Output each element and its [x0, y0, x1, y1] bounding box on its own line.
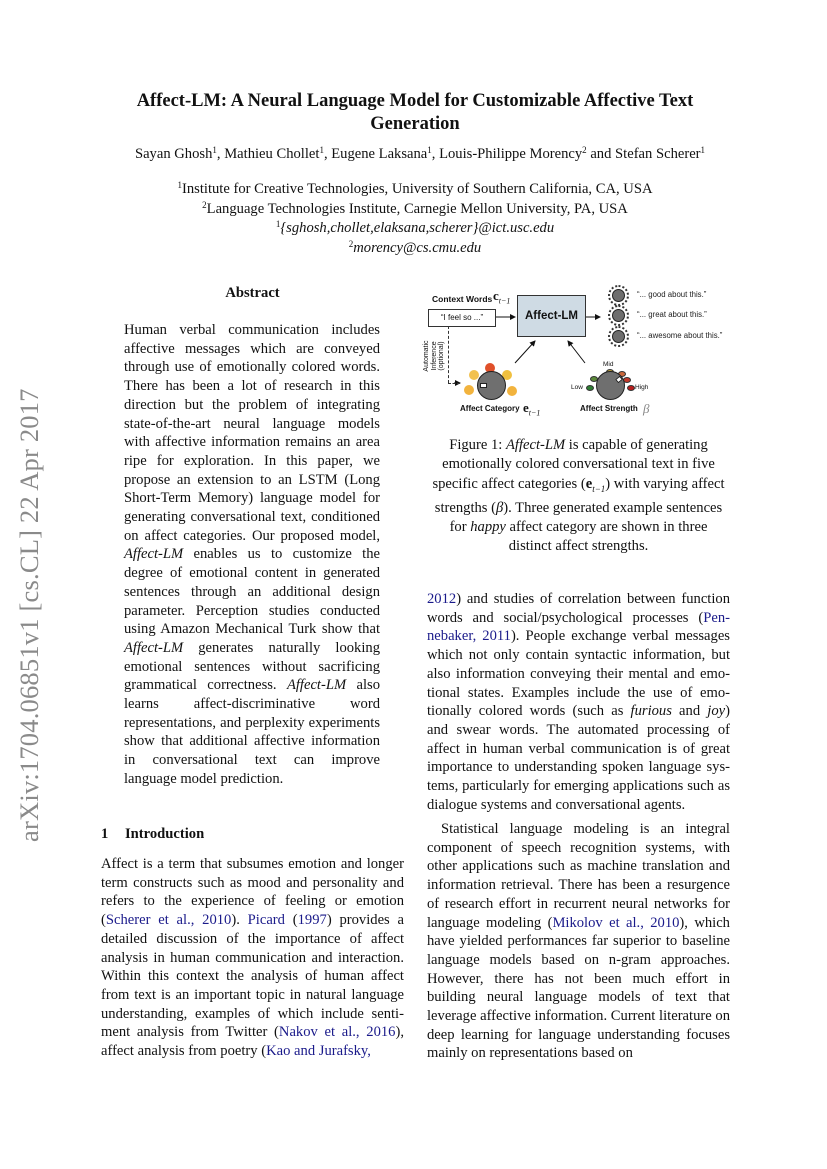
output-knob-icon — [612, 330, 625, 343]
inference-dashed-line — [448, 326, 449, 383]
figure-1-caption: Figure 1: Affect-LM is capable of generating emotionally colored conversational text in five specific affect categories $(e_{t-1})$ with varying affect strengths (β). Three generated example sentences for happy affect category are shown in three distinct affect strengths. — [432, 437, 725, 555]
email-2[interactable]: $^2$morency@cs.cmu.edu — [348, 238, 482, 256]
context-words-symbol: $c_{t-1}$ — [493, 288, 511, 306]
intro-paragraph-right-1: 2012) and studies of correlation between function words and social/psychological processes (Pennebaker, 2011). People exchange verbal messages which not only contain syntactic information, but also information conveying their mental and emotional states. Examples include the use of emotionally colored words (such as furious and joy) and swear words. The automated processing of affect in human verbal communication is of great importance to understanding spoken language systems, particularly for emerging applications such as dialogue systems and conversational agents. — [427, 591, 730, 813]
abstract-body: Human verbal communication includes affective messages which are conveyed through use of emotionally colored words. There has been a lot of research in this direction but the problem of integrating state-of-the-art neural language models with affective information remains an area ripe for exploration. In this paper, we propose an extension to an LSTM (Long Short-Term Memory) language model for generating conversational text, conditioned on affect categories. Our proposed model, Affect-LM enables us to customize the degree of emotional content in generated sentences through an additional design parameter. Perception studies conducted using Amazon Mechanical Turk show that Affect-LM generates naturally looking emotional sentences without sacrificing grammatical correctness. Affect-LM also learns affect-discriminative word representations, and perplexity experiments show that additional affective information in conversational text can improve language model prediction. — [124, 322, 380, 787]
inference-dashed-line — [448, 383, 460, 384]
affect-strength-symbol: β — [643, 401, 650, 416]
arxiv-identifier-stamp: arXiv:1704.06851v1 [cs.CL] 22 Apr 2017 — [14, 388, 44, 842]
affect-strength-knob-icon — [596, 371, 625, 400]
strength-mid-label: Mid — [603, 361, 614, 368]
strength-low-label: Low — [571, 384, 583, 391]
email-1[interactable]: $^1${sghosh,chollet,elaksana,scherer}@ict.usc.edu — [275, 219, 555, 236]
output-knob-icon — [612, 289, 625, 302]
section-number: 1 — [101, 826, 109, 842]
author-list: Sayan Ghosh$^1$, Mathieu Chollet$^1$, Eugene Laksana$^1$, Louis-Philippe Morency$^2$ and Stefan Scherer$^1$ — [134, 145, 706, 162]
citation-link[interactable]: Nakov et al., 2016 — [278, 1024, 396, 1041]
affiliation-2: $^2$Language Technologies Institute, Carnegie Mellon University, PA, USA — [202, 199, 628, 217]
strength-led-icon — [586, 385, 594, 391]
affiliations — [90, 180, 740, 258]
paper-title: Affect-LM: A Neural Language Model for Customizable Affective Text Generation — [136, 91, 694, 134]
abstract-heading: Abstract — [225, 285, 280, 301]
citation-link[interactable]: Picard — [247, 912, 285, 929]
citation-link[interactable]: 1997 — [297, 912, 327, 929]
output-knob-icon — [612, 309, 625, 322]
section-heading-introduction — [101, 826, 404, 843]
affect-category-knob-icon — [477, 371, 506, 400]
author: Louis-Philippe Morency$^2$ — [439, 145, 587, 162]
output-sentence: “... awesome about this.” — [637, 331, 723, 340]
strength-led-icon — [627, 385, 635, 391]
strength-high-label: High — [635, 384, 649, 391]
affect-strength-label: Affect Strength — [580, 404, 638, 413]
author: Sayan Ghosh$^1$ — [134, 145, 217, 162]
output-sentence: “... good about this.” — [637, 290, 707, 299]
affiliation-1: $^1$Institute for Creative Technologies, University of Southern California, CA, USA — [177, 180, 653, 197]
context-words-label: Context Words — [432, 294, 493, 304]
intro-paragraph-left: Affect is a term that subsumes emotion and longer term constructs such as mood and personality and refers to the experience of feeling or emotion (Scherer et al., 2010). Picard (1997) provides a detailed discussion of the importance of affect analysis in human communication and interaction. Within this context the analysis of human affect from text is an important topic in natural language understanding, examples of which include sentiment analysis from Twitter (Nakov et al., 2016), affect analysis from poetry (Kao and Jurafsky, — [101, 856, 404, 1060]
citation-link[interactable]: 2012 — [427, 591, 457, 607]
affect-category-label: Affect Category — [460, 404, 520, 413]
emoji-happy-icon — [464, 385, 474, 395]
section-title: Introduction — [125, 826, 205, 842]
affect-lm-box: Affect-LM — [517, 295, 586, 337]
intro-paragraph-right-2: Statistical language modeling is an integral component of speech recognition systems, with other applications such as machine translation and information retrieval. There has been a resurgence of research effort in recurrent neural networks for language modeling (Mikolov et al., 2010), which have yielded performances far superior to baseline language models based on n-gram approaches. However, there has not been much effort in building neural language models of text that leverage affective information. Current literature on deep learning for language understanding focuses mainly on representations based on — [427, 821, 730, 1062]
citation-link[interactable]: Mikolov et al., 2010 — [552, 914, 680, 931]
citation-link[interactable]: Pennebaker, 2011 — [427, 609, 730, 645]
author: Mathieu Chollet$^1$ — [224, 145, 324, 162]
output-sentence: “... great about this.” — [637, 310, 707, 319]
affect-category-symbol: $e_{t-1}$ — [523, 400, 541, 418]
context-input-box: “I feel so ...” — [428, 309, 496, 327]
citation-link[interactable]: Scherer et al., 2010 — [105, 912, 232, 929]
figure-1-diagram — [420, 283, 740, 428]
citation-link[interactable]: Kao and Jurafsky, — [266, 1043, 371, 1060]
emoji-anxious-icon — [507, 386, 517, 396]
automatic-inference-label: Automatic Inference (optional) — [423, 340, 445, 372]
author: Stefan Scherer$^1$ — [615, 145, 706, 162]
author: Eugene Laksana$^1$ — [331, 145, 432, 162]
